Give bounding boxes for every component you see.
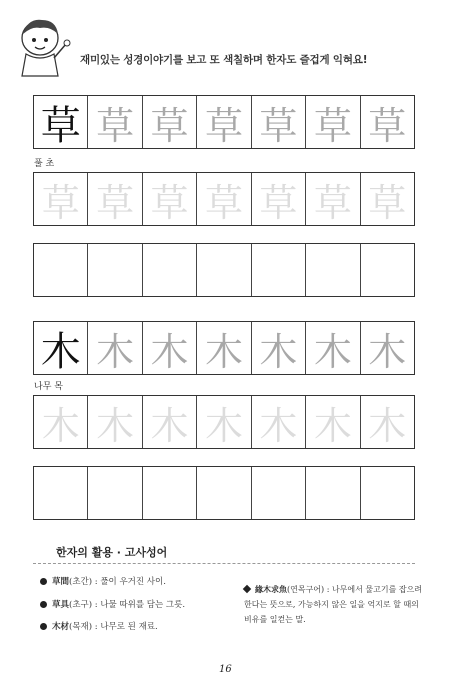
- trace-char: 草: [251, 96, 305, 148]
- faint-trace-char: 木: [142, 396, 196, 448]
- trace-char: 草: [87, 96, 141, 148]
- faint-trace-char: 木: [87, 396, 141, 448]
- blank-cell[interactable]: [251, 467, 305, 519]
- faint-trace-row: [33, 172, 415, 226]
- mascot-illustration: [10, 14, 74, 84]
- blank-practice-row: [33, 243, 415, 297]
- blank-cell[interactable]: [33, 467, 87, 519]
- faint-trace-char: 草: [360, 173, 415, 225]
- usage-item: 草具(초구) : 나물 따위를 담는 그릇.: [40, 598, 185, 610]
- trace-char: 木: [142, 322, 196, 374]
- faint-trace-char: 木: [196, 396, 250, 448]
- faint-trace-char: 木: [360, 396, 415, 448]
- blank-cell[interactable]: [251, 244, 305, 296]
- blank-cell[interactable]: [305, 244, 359, 296]
- trace-char: 木: [87, 322, 141, 374]
- blank-cell[interactable]: [142, 467, 196, 519]
- trace-char: 草: [196, 96, 250, 148]
- blank-cell[interactable]: [142, 244, 196, 296]
- idiom-entry: [244, 582, 424, 627]
- faint-trace-char: 草: [33, 173, 87, 225]
- blank-cell[interactable]: [33, 244, 87, 296]
- diamond-bullet-icon: [243, 585, 251, 593]
- usage-item: 木材(목재) : 나무로 된 재료.: [40, 620, 158, 632]
- idiom-reading: (연목구어): [287, 585, 325, 594]
- blank-cell[interactable]: [196, 244, 250, 296]
- idiom-definition: : 나무에서 물고기를 잡으려 한다는 뜻으로, 가능하지 않은 일을 억지로 할 때의 비유를 일컫는 말.: [244, 585, 423, 624]
- page-number: 16: [219, 664, 232, 675]
- blank-cell[interactable]: [360, 467, 415, 519]
- section-divider: [33, 563, 415, 564]
- trace-char: 木: [251, 322, 305, 374]
- faint-trace-char: 草: [251, 173, 305, 225]
- model-row: [33, 95, 415, 149]
- blank-cell[interactable]: [196, 467, 250, 519]
- bullet-icon: [40, 578, 47, 585]
- blank-cell[interactable]: [87, 244, 141, 296]
- trace-char: 草: [305, 96, 359, 148]
- trace-char: 木: [305, 322, 359, 374]
- char-meaning-1: 풀 초: [34, 159, 55, 169]
- faint-trace-row: [33, 395, 415, 449]
- usage-section-title: 한자의 활용 · 고사성어: [56, 546, 168, 559]
- trace-char: 草: [360, 96, 415, 148]
- usage-item: 草間(초간) : 풀이 우거진 사이.: [40, 575, 166, 587]
- faint-trace-char: 木: [251, 396, 305, 448]
- blank-cell[interactable]: [305, 467, 359, 519]
- blank-cell[interactable]: [360, 244, 415, 296]
- faint-trace-char: 草: [142, 173, 196, 225]
- model-row: [33, 321, 415, 375]
- bullet-icon: [40, 601, 47, 608]
- idiom-word: 緣木求魚: [255, 584, 287, 594]
- blank-practice-row: [33, 466, 415, 520]
- model-char: 木: [33, 322, 87, 374]
- model-char: 草: [33, 96, 87, 148]
- trace-char: 木: [196, 322, 250, 374]
- bullet-icon: [40, 623, 47, 630]
- faint-trace-char: 草: [87, 173, 141, 225]
- header-instruction: 재미있는 성경이야기를 보고 또 색칠하며 한자도 즐겁게 익혀요!: [80, 54, 368, 66]
- blank-cell[interactable]: [87, 467, 141, 519]
- char-meaning-2: 나무 목: [34, 382, 63, 392]
- faint-trace-char: 草: [305, 173, 359, 225]
- faint-trace-char: 草: [196, 173, 250, 225]
- faint-trace-char: 木: [305, 396, 359, 448]
- trace-char: 木: [360, 322, 415, 374]
- faint-trace-char: 木: [33, 396, 87, 448]
- trace-char: 草: [142, 96, 196, 148]
